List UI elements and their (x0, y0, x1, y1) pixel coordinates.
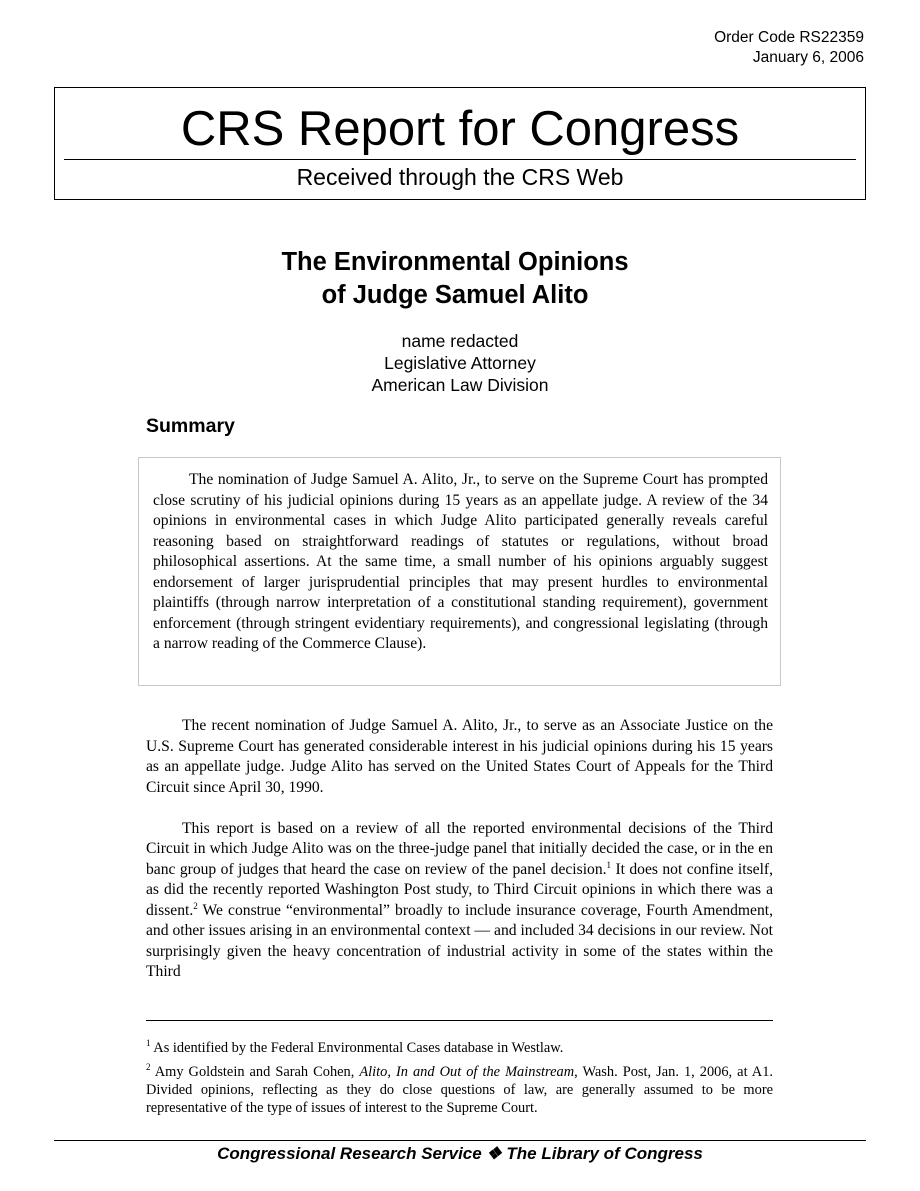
title-line-2: of Judge Samuel Alito (321, 281, 589, 309)
footnote-2-article-title: Alito, In and Out of the Mainstream (359, 1064, 575, 1080)
footnotes (146, 1039, 773, 1123)
author-role: Legislative Attorney (384, 353, 536, 373)
banner-title: CRS Report for Congress (180, 102, 740, 156)
body-paragraph-2-part-b: It does not confine itself, as did the recently reported Washington Post study, to Third Circuit opinions in which there was a dissent. (146, 860, 773, 919)
summary-box (138, 457, 781, 686)
body-paragraph-2 (146, 819, 773, 983)
author-name: name redacted (401, 331, 519, 351)
footnote-ref-1: 1 (606, 859, 612, 870)
footnote-2-text-b: , Wash. Post, Jan. 1, 2006, at A1. Divided opinions, reflecting as they do close questions of law, are generally assumed to be more representative of the type of issues of interest to the Supreme Court. (146, 1064, 773, 1116)
banner-divider (64, 159, 856, 160)
order-code: Order Code RS22359 (714, 29, 864, 46)
footnote-1 (146, 1039, 773, 1057)
report-date: January 6, 2006 (752, 49, 864, 66)
body-paragraph-2-part-c: We construe “environmental” broadly to include insurance coverage, Fourth Amendment, and other issues arising in an environmental context — and included 34 decisions in our review. Not surprisingly given the heavy concentration of industrial activity in some of the states within the Third (146, 901, 773, 980)
report-banner (54, 87, 866, 200)
footnote-2 (146, 1063, 773, 1117)
footnote-1-mark: 1 (146, 1038, 151, 1049)
footnote-2-text-a: Amy Goldstein and Sarah Cohen, (150, 1064, 360, 1080)
body-paragraph-2-part-a: This report is based on a review of all the reported environmental decisions of the Third Circuit in which Judge Alito was on the three-judge panel that initially decided the case, or in the en banc group of judges that heard the case on review of the panel decision. (146, 819, 773, 878)
footnote-2-mark: 2 (146, 1062, 151, 1073)
order-info (714, 28, 864, 68)
summary-heading: Summary (146, 415, 235, 437)
footnote-divider (146, 1020, 773, 1021)
footnote-1-text: As identified by the Federal Environmental Cases database in Westlaw. (150, 1040, 564, 1056)
document-title (0, 246, 910, 312)
footer-text: Congressional Research Service ❖ The Library of Congress (217, 1144, 703, 1163)
body-text (146, 716, 773, 1003)
body-paragraph-1: The recent nomination of Judge Samuel A. Alito, Jr., to serve as an Associate Justice on the U.S. Supreme Court has generated considerable interest in his judicial opinions during his 15 years as an appellate judge. Judge Alito has served on the United States Court of Appeals for the Third Circuit since April 30, 1990. (146, 717, 773, 796)
footnote-ref-2: 2 (193, 900, 198, 911)
banner-subtitle: Received through the CRS Web (296, 164, 624, 190)
footer-divider (54, 1140, 866, 1141)
title-line-1: The Environmental Opinions (281, 248, 629, 276)
author-block (0, 330, 920, 396)
summary-text: The nomination of Judge Samuel A. Alito, Jr., to serve on the Supreme Court has prompted close scrutiny of his judicial opinions during 15 years as an appellate judge. A review of the 34 opinions in environmental cases in which Judge Alito participated generally reveals careful reasoning based on straightforward readings of statutes or regulations, without broad philosophical assertions. At the same time, a small number of his opinions arguably suggest endorsement of larger jurisprudential principles that may present hurdles to environmental plaintiffs (through narrow interpretation of a constitutional standing requirement), government enforcement (through stringent evidentiary requirements), and congressional legislating (through a narrow reading of the Commerce Clause). (153, 471, 768, 652)
author-division: American Law Division (371, 375, 549, 395)
